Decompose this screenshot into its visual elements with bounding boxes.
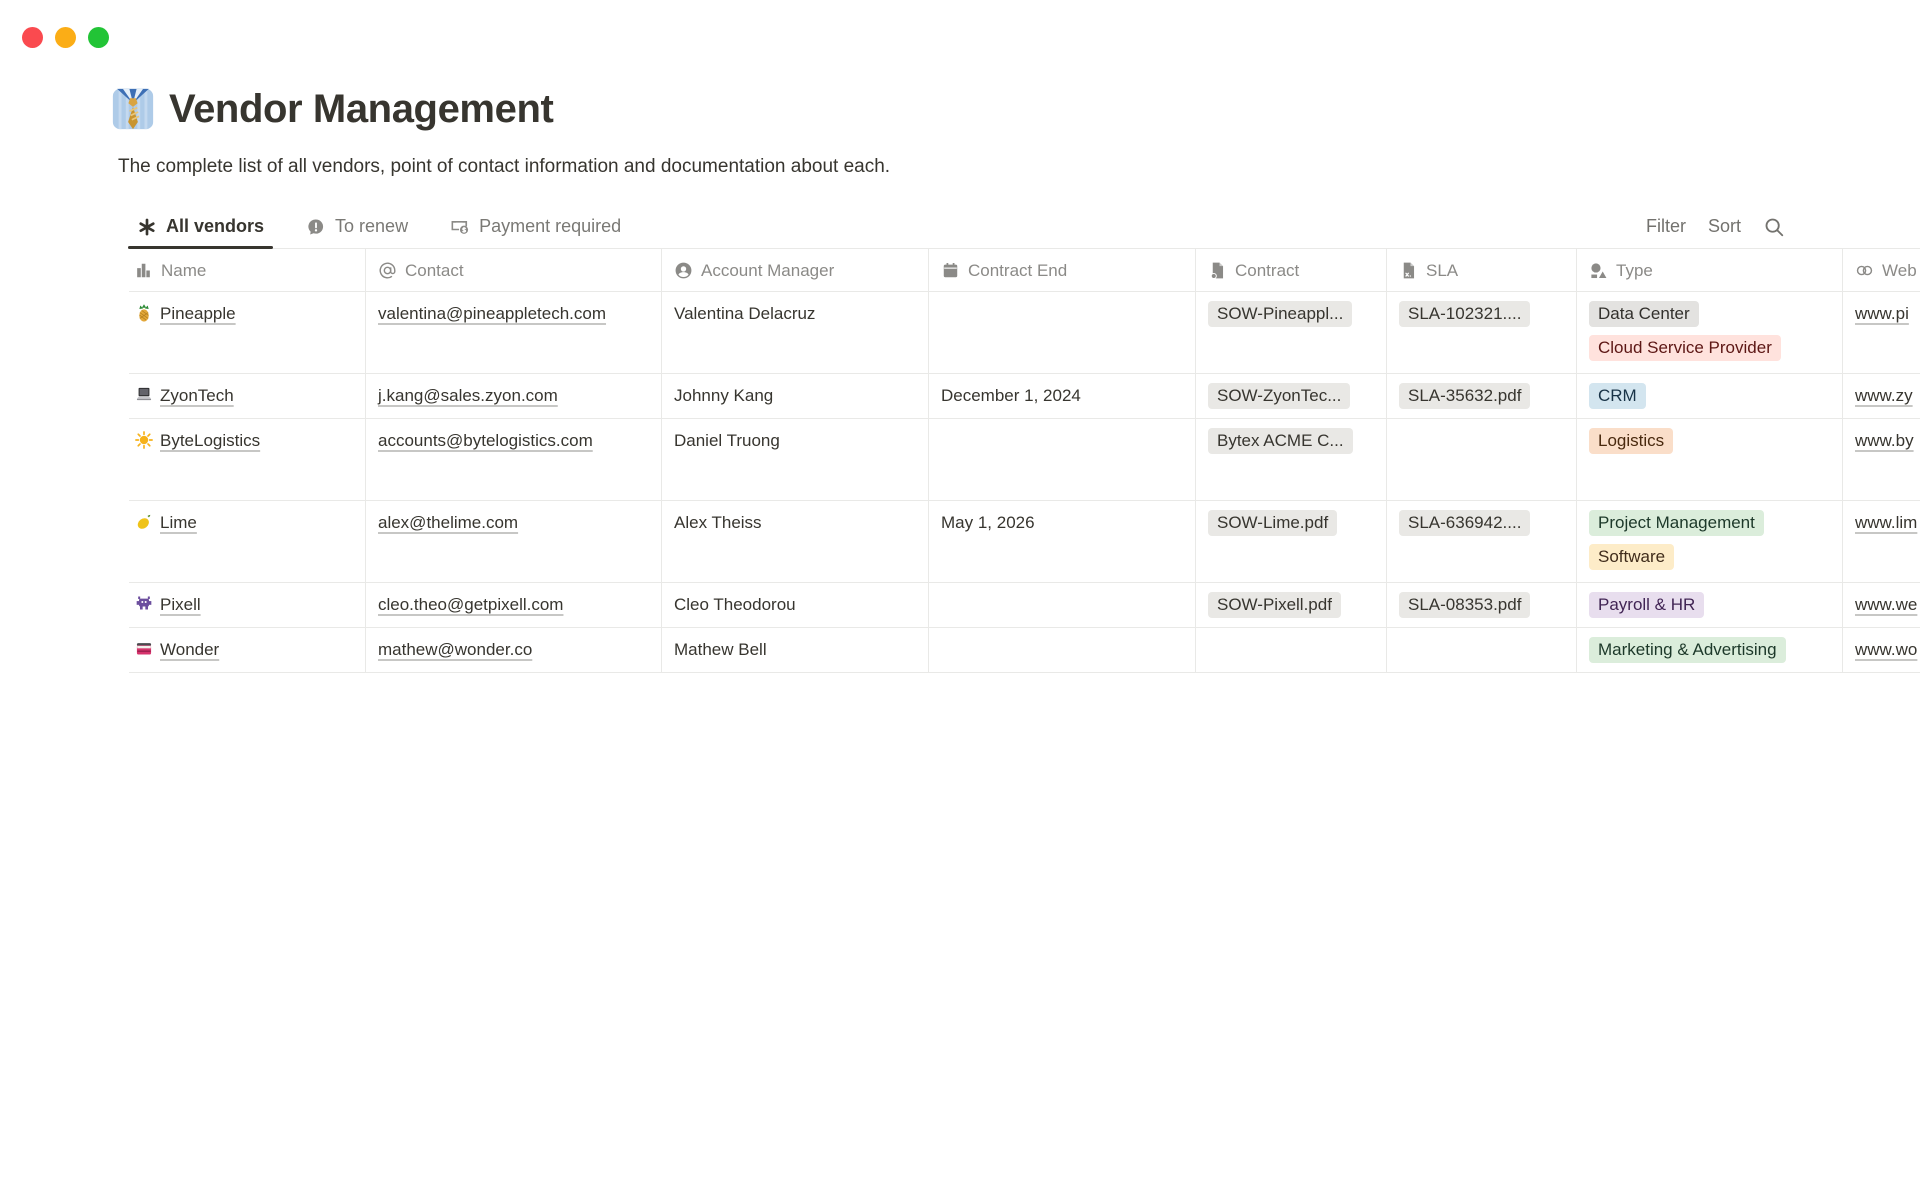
contact-email-link[interactable]: alex@thelime.com bbox=[378, 513, 519, 532]
sort-button[interactable]: Sort bbox=[1707, 216, 1741, 236]
calendar-icon bbox=[941, 261, 960, 280]
sla-file-chip[interactable]: SLA-102321.... bbox=[1399, 301, 1530, 327]
cell-contract-file[interactable] bbox=[1196, 628, 1387, 672]
contract-file-chip[interactable]: Bytex ACME C... bbox=[1208, 428, 1353, 454]
type-tag-payroll-hr[interactable]: Payroll & HR bbox=[1589, 592, 1704, 618]
cell-sla-file[interactable] bbox=[1387, 292, 1577, 373]
cell-account-manager[interactable] bbox=[662, 583, 929, 627]
type-tags bbox=[1589, 301, 1830, 361]
website-link[interactable]: www.by bbox=[1855, 431, 1914, 450]
account-manager-value: Daniel Truong bbox=[674, 431, 780, 450]
laptop-icon bbox=[134, 383, 154, 405]
lemon-icon bbox=[134, 510, 154, 532]
vendor-name-link[interactable]: ByteLogistics bbox=[160, 431, 261, 450]
contact-email-link[interactable]: accounts@bytelogistics.com bbox=[378, 431, 593, 450]
cell-sla-file[interactable] bbox=[1387, 501, 1577, 582]
file-clip-icon bbox=[1208, 261, 1227, 280]
pineapple-icon bbox=[134, 301, 154, 323]
asterisk-view-icon bbox=[137, 217, 157, 237]
cell-sla-file[interactable] bbox=[1387, 628, 1577, 672]
title-icon bbox=[134, 261, 153, 280]
cell-type[interactable] bbox=[1577, 292, 1843, 373]
website-link[interactable]: www.pi bbox=[1855, 304, 1909, 323]
cell-contract-file[interactable] bbox=[1196, 292, 1387, 373]
vendor-name-link[interactable]: Pineapple bbox=[160, 304, 236, 323]
cell-contract-end[interactable] bbox=[929, 419, 1196, 500]
close-window-button[interactable] bbox=[22, 27, 43, 48]
alert-bubble-icon bbox=[306, 217, 326, 237]
link-icon bbox=[1855, 261, 1874, 280]
cell-name[interactable] bbox=[129, 628, 366, 672]
type-tag-marketing-advertising[interactable]: Marketing & Advertising bbox=[1589, 637, 1786, 663]
cell-sla-file[interactable] bbox=[1387, 583, 1577, 627]
website-link[interactable]: www.wo bbox=[1855, 640, 1918, 659]
cell-contract-end[interactable] bbox=[929, 374, 1196, 418]
account-manager-value: Alex Theiss bbox=[674, 513, 762, 532]
website-link[interactable]: www.we bbox=[1855, 595, 1918, 614]
cell-name[interactable] bbox=[129, 419, 366, 500]
cell-name[interactable] bbox=[129, 583, 366, 627]
type-tags bbox=[1589, 637, 1830, 663]
cell-web[interactable] bbox=[1843, 501, 1920, 582]
column-header-type[interactable] bbox=[1577, 249, 1843, 291]
tab-payment-required[interactable] bbox=[441, 205, 630, 248]
column-header-label: Web bbox=[1882, 260, 1917, 280]
cell-account-manager[interactable] bbox=[662, 501, 929, 582]
cell-web[interactable] bbox=[1843, 628, 1920, 672]
column-header-contract[interactable] bbox=[1196, 249, 1387, 291]
type-tag-data-center[interactable]: Data Center bbox=[1589, 301, 1699, 327]
cell-contract-file[interactable] bbox=[1196, 583, 1387, 627]
tab-to-renew[interactable] bbox=[297, 205, 417, 248]
cell-name[interactable] bbox=[129, 501, 366, 582]
column-header-label: Contract bbox=[1235, 260, 1300, 280]
table-row-zyontech bbox=[129, 374, 1920, 419]
vendor-name-link[interactable]: Wonder bbox=[160, 640, 220, 659]
column-header-label: SLA bbox=[1426, 260, 1459, 280]
cell-type[interactable] bbox=[1577, 374, 1843, 418]
table-row-pineapple bbox=[129, 292, 1920, 374]
contract-end-date: May 1, 2026 bbox=[941, 513, 1035, 532]
column-header-label: Type bbox=[1616, 260, 1653, 280]
cell-web[interactable] bbox=[1843, 292, 1920, 373]
cell-contact[interactable] bbox=[366, 374, 662, 418]
person-icon bbox=[674, 261, 693, 280]
type-tag-crm[interactable]: CRM bbox=[1589, 383, 1646, 409]
cell-contract-end[interactable] bbox=[929, 292, 1196, 373]
column-header-contract-end[interactable] bbox=[929, 249, 1196, 291]
page-description: The complete list of all vendors, point of contact information and documentation about each. bbox=[118, 156, 891, 177]
type-tags bbox=[1589, 383, 1830, 409]
table-row-lime bbox=[129, 501, 1920, 583]
tab-all-vendors[interactable] bbox=[128, 205, 273, 248]
type-tags bbox=[1589, 592, 1830, 618]
column-header-label: Contact bbox=[405, 260, 464, 280]
tab-label: Payment required bbox=[479, 216, 622, 236]
cell-contact[interactable] bbox=[366, 292, 662, 373]
contact-email-link[interactable]: j.kang@sales.zyon.com bbox=[378, 386, 558, 405]
cell-web[interactable] bbox=[1843, 583, 1920, 627]
column-header-label: Name bbox=[161, 260, 207, 280]
table-body bbox=[129, 292, 1920, 673]
contact-email-link[interactable]: valentina@pineappletech.com bbox=[378, 304, 607, 323]
shapes-icon bbox=[1589, 261, 1608, 280]
vendor-name-link[interactable]: Pixell bbox=[160, 595, 201, 614]
cell-type[interactable] bbox=[1577, 583, 1843, 627]
type-tags bbox=[1589, 510, 1830, 570]
website-link[interactable]: www.lim bbox=[1855, 513, 1918, 532]
cell-account-manager[interactable] bbox=[662, 292, 929, 373]
contract-file-chip[interactable]: SOW-Pineappl... bbox=[1208, 301, 1352, 327]
cell-type[interactable] bbox=[1577, 419, 1843, 500]
cell-account-manager[interactable] bbox=[662, 419, 929, 500]
column-header-sla[interactable] bbox=[1387, 249, 1577, 291]
payment-icon bbox=[450, 217, 470, 237]
contract-end-date: December 1, 2024 bbox=[941, 386, 1081, 405]
toolbar-controls bbox=[1646, 216, 1785, 238]
contract-file-chip[interactable]: SOW-Lime.pdf bbox=[1208, 510, 1337, 536]
contact-email-link[interactable]: cleo.theo@getpixell.com bbox=[378, 595, 564, 614]
window-controls bbox=[22, 27, 109, 48]
account-manager-value: Cleo Theodorou bbox=[674, 595, 796, 614]
account-manager-value: Johnny Kang bbox=[674, 386, 774, 405]
sun-icon bbox=[134, 428, 154, 450]
column-header-name[interactable] bbox=[129, 249, 366, 291]
type-tag-logistics[interactable]: Logistics bbox=[1589, 428, 1673, 454]
table-row-pixell bbox=[129, 583, 1920, 628]
type-tag-software[interactable]: Software bbox=[1589, 544, 1674, 570]
type-tag-cloud-service-provider[interactable]: Cloud Service Provider bbox=[1589, 335, 1781, 361]
cell-web[interactable] bbox=[1843, 374, 1920, 418]
space-invader-icon bbox=[134, 592, 154, 614]
contract-file-chip[interactable]: SOW-ZyonTec... bbox=[1208, 383, 1350, 409]
table-row-bytelogistics bbox=[129, 419, 1920, 501]
contact-email-link[interactable]: mathew@wonder.co bbox=[378, 640, 533, 659]
cell-type[interactable] bbox=[1577, 628, 1843, 672]
zoom-window-button[interactable] bbox=[88, 27, 109, 48]
column-header-label: Contract End bbox=[968, 260, 1068, 280]
cell-sla-file[interactable] bbox=[1387, 374, 1577, 418]
column-header-label: Account Manager bbox=[701, 260, 835, 280]
cell-name[interactable] bbox=[129, 292, 366, 373]
vendor-name-link[interactable]: Lime bbox=[160, 513, 197, 532]
cell-contact[interactable] bbox=[366, 628, 662, 672]
view-tabs bbox=[128, 205, 630, 248]
cell-contact[interactable] bbox=[366, 583, 662, 627]
account-manager-value: Valentina Delacruz bbox=[674, 304, 816, 323]
cell-contract-end[interactable] bbox=[929, 583, 1196, 627]
necktie-icon bbox=[110, 86, 156, 132]
search-icon[interactable] bbox=[1763, 216, 1785, 238]
cell-name[interactable] bbox=[129, 374, 366, 418]
email-at-icon bbox=[378, 261, 397, 280]
cell-contact[interactable] bbox=[366, 419, 662, 500]
filter-button[interactable]: Filter bbox=[1645, 216, 1686, 236]
contract-file-chip[interactable]: SOW-Pixell.pdf bbox=[1208, 592, 1341, 618]
column-header-contact[interactable] bbox=[366, 249, 662, 291]
cell-account-manager[interactable] bbox=[662, 374, 929, 418]
cell-contract-end[interactable] bbox=[929, 501, 1196, 582]
cell-contract-end[interactable] bbox=[929, 628, 1196, 672]
vendor-name-link[interactable]: ZyonTech bbox=[160, 386, 234, 405]
website-link[interactable]: www.zy bbox=[1855, 386, 1913, 405]
cell-sla-file[interactable] bbox=[1387, 419, 1577, 500]
cell-type[interactable] bbox=[1577, 501, 1843, 582]
tab-label: To renew bbox=[335, 216, 409, 236]
vendor-table bbox=[129, 249, 1920, 673]
type-tag-project-management[interactable]: Project Management bbox=[1589, 510, 1764, 536]
page-header bbox=[110, 86, 553, 132]
column-header-web[interactable] bbox=[1843, 249, 1920, 291]
bento-icon bbox=[134, 637, 154, 659]
column-header-account-manager[interactable] bbox=[662, 249, 929, 291]
type-tags bbox=[1589, 428, 1830, 454]
tab-label: All vendors bbox=[166, 216, 265, 236]
table-row-wonder bbox=[129, 628, 1920, 673]
cell-contract-file[interactable] bbox=[1196, 419, 1387, 500]
cell-account-manager[interactable] bbox=[662, 628, 929, 672]
sla-file-chip[interactable]: SLA-08353.pdf bbox=[1399, 592, 1530, 618]
account-manager-value: Mathew Bell bbox=[674, 640, 767, 659]
view-toolbar bbox=[128, 205, 1920, 249]
cell-contact[interactable] bbox=[366, 501, 662, 582]
cell-web[interactable] bbox=[1843, 419, 1920, 500]
file-x-icon bbox=[1399, 261, 1418, 280]
sla-file-chip[interactable]: SLA-636942.... bbox=[1399, 510, 1530, 536]
cell-contract-file[interactable] bbox=[1196, 501, 1387, 582]
minimize-window-button[interactable] bbox=[55, 27, 76, 48]
page-title: Vendor Management bbox=[169, 86, 554, 131]
sla-file-chip[interactable]: SLA-35632.pdf bbox=[1399, 383, 1530, 409]
table-header-row bbox=[129, 249, 1920, 292]
cell-contract-file[interactable] bbox=[1196, 374, 1387, 418]
